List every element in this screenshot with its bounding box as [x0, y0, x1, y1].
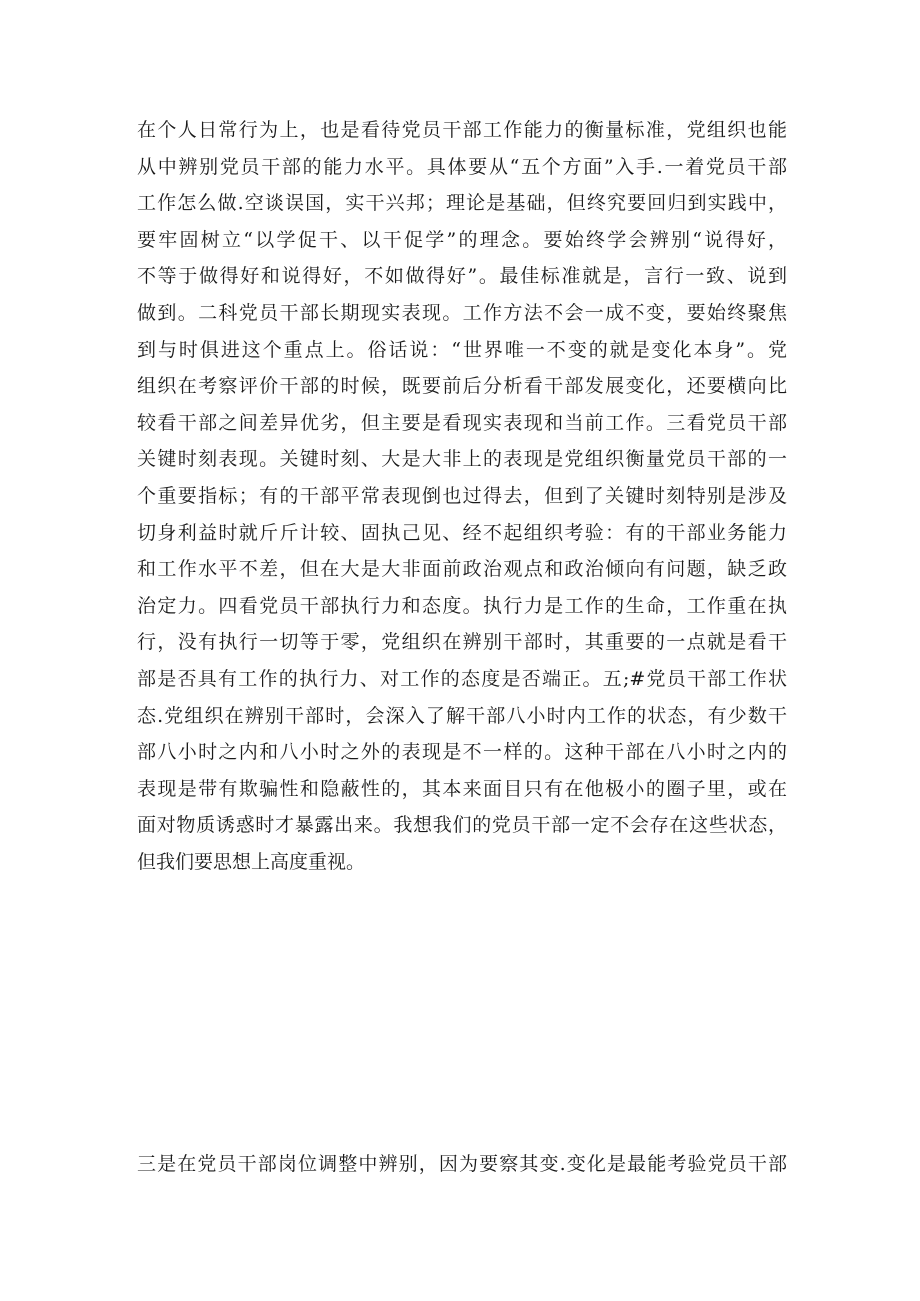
text-line: 态.党组织在辨别干部时，会深入了解干部八小时内工作的状态，有少数干 [137, 704, 787, 727]
text-line: 治定力。四看党员干部执行力和态度。执行力是工作的生命，工作重在执 [137, 594, 787, 617]
text-line: 部是否具有工作的执行力、对工作的态度是否端正。五;#党员干部工作状 [137, 667, 787, 690]
text-line: 表现是带有欺骗性和隐蔽性的，其本来面目只有在他极小的圈子里，或在 [137, 777, 787, 800]
text-line: 在个人日常行为上，也是看待党员干部工作能力的衡量标准，党组织也能 [137, 119, 787, 141]
text-line: 关键时刻表现。关键时刻、大是大非上的表现是党组织衡量党员干部的一 [137, 448, 787, 471]
text-line: 做到。二科党员干部长期现实表现。工作方法不会一成不变，要始终聚焦 [137, 301, 787, 324]
text-line: 个重要指标；有的干部平常表现倒也过得去，但到了关键时刻特别是涉及 [137, 484, 787, 507]
text-line: 行，没有执行一切等于零，党组织在辨别干部时，其重要的一点就是看干 [137, 631, 787, 654]
paragraph-1 [137, 112, 787, 880]
text-line: 部八小时之内和八小时之外的表现是不一样的。这种干部在八小时之内的 [137, 741, 787, 764]
text-line: 不等于做得好和说得好，不如做得好”。最佳标准就是，言行一致、说到 [137, 265, 787, 288]
text-line: 到与时俱进这个重点上。俗话说：“世界唯一不变的就是变化本身”。党 [137, 338, 787, 361]
text-line: 三是在党员干部岗位调整中辨别，因为要察其变.变化是最能考验党员干部 [137, 1153, 787, 1175]
text-line: 从中辨别党员干部的能力水平。具体要从“五个方面”入手.一着党员干部 [137, 155, 787, 178]
text-line: 切身利益时就斤斤计较、固执己见、经不起组织考验：有的干部业务能力 [137, 521, 787, 544]
text-line: 较看干部之间差异优劣，但主要是看现实表现和当前工作。三看党员干部 [137, 411, 787, 434]
text-line: 和工作水平不差，但在大是大非面前政治观点和政治倾向有问题，缺乏政 [137, 558, 787, 581]
text-line: 工作怎么做.空谈误国，实干兴邦；理论是基础，但终究要回归到实践中， [137, 192, 787, 215]
text-line: 要牢固树立“以学促干、以干促学”的理念。要始终学会辨别“说得好， [137, 228, 787, 251]
paragraph-2 [137, 1146, 787, 1183]
text-line: 面对物质诱惑时才暴露出来。我想我们的党员干部一定不会存在这些状态， [137, 814, 787, 837]
text-line: 但我们要思想上高度重视。 [137, 850, 366, 873]
text-line: 组织在考察评价干部的时候，既要前后分析看干部发展变化，还要横向比 [137, 375, 787, 398]
